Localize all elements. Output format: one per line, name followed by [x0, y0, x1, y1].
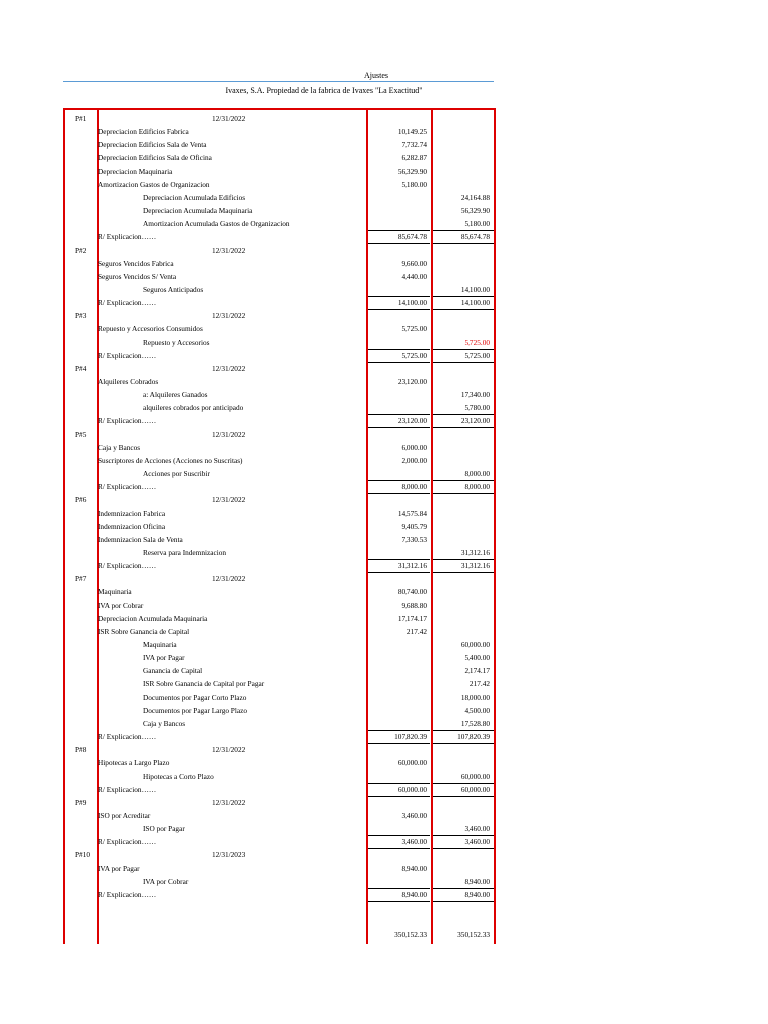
table-row	[63, 336, 494, 349]
total-credit-rule	[433, 230, 494, 244]
total-credit: 8,940.00	[464, 889, 490, 899]
total-debit-rule	[368, 480, 430, 494]
entry-number: P#10	[75, 850, 91, 860]
account-name: Caja y Bancos	[143, 718, 186, 728]
account-name: Depreciacion Maquinaria	[98, 166, 173, 176]
account-name: Acciones por Suscribir	[143, 469, 210, 479]
total-debit: 60,000.00	[397, 784, 427, 794]
explanation-row	[63, 559, 494, 572]
total-credit-rule	[433, 730, 494, 744]
table-row	[63, 270, 494, 283]
entry-date: 12/31/2022	[212, 495, 246, 505]
account-name: Documentos por Pagar Largo Plazo	[143, 705, 248, 715]
explanation-text: R/ Explicacion……	[98, 350, 157, 360]
total-debit: 14,100.00	[397, 298, 427, 308]
grand-total-credit: 350,152.33	[457, 930, 490, 939]
entry-date: 12/31/2022	[212, 363, 246, 373]
credit-amount: 24,164.88	[460, 192, 490, 202]
account-name: Ganancia de Capital	[143, 666, 203, 676]
total-credit-rule	[433, 783, 494, 797]
explanation-text: R/ Explicacion……	[98, 482, 157, 492]
total-debit-rule	[368, 414, 430, 428]
total-debit: 5,725.00	[401, 350, 427, 360]
account-name: Amortizacion Gastos de Organizacion	[98, 179, 210, 189]
table-row	[63, 691, 494, 704]
explanation-row	[63, 783, 494, 796]
explanation-row	[63, 888, 494, 901]
table-row	[63, 125, 494, 138]
debit-amount: 6,282.87	[401, 153, 427, 163]
entry-header-row	[63, 743, 494, 756]
table-row	[63, 151, 494, 164]
table-row	[63, 862, 494, 875]
credit-amount: 18,000.00	[460, 692, 490, 702]
account-name: Reserva para Indemnizacion	[143, 547, 227, 557]
explanation-text: R/ Explicacion……	[98, 416, 157, 426]
total-credit: 85,674.78	[460, 232, 490, 242]
account-name: ISR Sobre Ganancia de Capital por Pagar	[143, 679, 265, 689]
total-credit: 60,000.00	[460, 784, 490, 794]
account-name: Hipotecas a Largo Plazo	[98, 758, 170, 768]
table-row	[63, 138, 494, 151]
entry-number: P#1	[75, 114, 87, 123]
account-name: Depreciacion Acumulada Maquinaria	[143, 206, 253, 216]
total-debit-rule	[368, 783, 430, 797]
debit-amount: 23,120.00	[397, 377, 427, 386]
total-credit-rule	[433, 349, 494, 363]
explanation-text: R/ Explicacion……	[98, 837, 157, 847]
table-row	[63, 809, 494, 822]
entry-header-row	[63, 848, 494, 861]
account-name: Depreciacion Edificios Sala de Oficina	[98, 153, 212, 163]
table-row	[63, 401, 494, 414]
table-row	[63, 191, 494, 204]
total-debit: 107,820.39	[394, 732, 427, 742]
table-row	[63, 507, 494, 520]
total-debit: 8,000.00	[401, 482, 427, 492]
credit-amount: 31,312.16	[460, 547, 490, 557]
credit-amount: 17,340.00	[460, 390, 490, 400]
account-name: Caja y Bancos	[98, 442, 141, 452]
explanation-text: R/ Explicacion……	[98, 784, 157, 794]
table-row	[63, 875, 494, 888]
credit-amount: 17,528.80	[460, 718, 490, 728]
debit-amount: 7,732.74	[401, 140, 427, 150]
total-debit-rule	[368, 230, 430, 244]
account-name: Hipotecas a Corto Plazo	[143, 771, 214, 781]
table-row	[63, 467, 494, 480]
account-name: Seguros Vencidos S/ Venta	[98, 271, 177, 281]
account-name: Indemnizacion Oficina	[98, 521, 166, 531]
entry-number: P#9	[75, 797, 87, 807]
account-name: Depreciacion Acumulada Edificios	[143, 192, 246, 202]
account-name: Depreciacion Edificios Sala de Venta	[98, 140, 207, 150]
total-credit-rule	[433, 835, 494, 849]
account-name: Documentos por Pagar Corto Plazo	[143, 692, 247, 702]
entry-header-row	[63, 428, 494, 441]
entry-header-row	[63, 244, 494, 257]
account-name: Maquinaria	[98, 587, 132, 597]
debit-amount: 2,000.00	[401, 455, 427, 465]
table-row	[63, 612, 494, 625]
account-name: IVA por Pagar	[143, 653, 185, 663]
entry-date: 12/31/2022	[212, 114, 246, 123]
debit-amount: 10,149.25	[397, 127, 427, 137]
account-name: IVA por Cobrar	[98, 600, 144, 610]
table-row	[63, 533, 494, 546]
total-credit-rule	[433, 414, 494, 428]
explanation-row	[63, 414, 494, 427]
table-row	[63, 322, 494, 335]
entry-number: P#8	[75, 745, 87, 755]
entry-number: P#5	[75, 429, 87, 439]
explanation-text: R/ Explicacion……	[98, 232, 157, 242]
table-row	[63, 257, 494, 270]
total-credit: 14,100.00	[460, 298, 490, 308]
explanation-text: R/ Explicacion……	[98, 561, 157, 571]
total-debit-rule	[368, 888, 430, 902]
entry-date: 12/31/2022	[212, 245, 246, 255]
table-row	[63, 204, 494, 217]
explanation-row	[63, 730, 494, 743]
entry-header-row	[63, 796, 494, 809]
debit-amount: 17,174.17	[397, 613, 427, 623]
table-row	[63, 704, 494, 717]
entry-number: P#6	[75, 495, 87, 505]
debit-amount: 7,330.53	[401, 534, 427, 544]
account-name: Seguros Anticipados	[143, 284, 204, 294]
entry-number: P#4	[75, 363, 87, 373]
debit-amount: 9,405.79	[401, 521, 427, 531]
debit-amount: 14,575.84	[397, 508, 427, 518]
table-row	[63, 677, 494, 690]
credit-amount: 8,000.00	[464, 469, 490, 479]
total-credit-rule	[433, 559, 494, 573]
debit-amount: 8,940.00	[401, 863, 427, 873]
grand-total-debit: 350,152.33	[394, 930, 427, 939]
account-name: IVA por Cobrar	[143, 876, 189, 886]
credit-amount: 56,329.90	[460, 206, 490, 216]
total-debit: 23,120.00	[397, 416, 427, 426]
total-debit-rule	[368, 296, 430, 310]
table-row	[63, 822, 494, 835]
debit-amount: 9,688.80	[401, 600, 427, 610]
entry-date: 12/31/2022	[212, 797, 246, 807]
table-row	[63, 388, 494, 401]
table-row	[63, 664, 494, 677]
explanation-text: R/ Explicacion……	[98, 889, 157, 899]
table-row	[63, 717, 494, 730]
credit-amount: 60,000.00	[460, 640, 490, 649]
total-debit-rule	[368, 730, 430, 744]
account-name: Amortizacion Acumulada Gastos de Organizacion	[143, 219, 290, 229]
table-row	[63, 454, 494, 467]
debit-amount: 5,725.00	[401, 324, 427, 334]
credit-amount: 2,174.17	[464, 666, 490, 676]
account-name: Alquileres Cobrados	[98, 377, 159, 386]
credit-amount: 5,725.00	[464, 337, 490, 347]
total-credit: 8,000.00	[464, 482, 490, 492]
credit-amount: 14,100.00	[460, 284, 490, 294]
explanation-text: R/ Explicacion……	[98, 732, 157, 742]
account-name: Maquinaria	[143, 640, 177, 649]
total-credit: 23,120.00	[460, 416, 490, 426]
account-name: alquileres cobrados por anticipado	[143, 403, 244, 413]
account-name: ISO por Acreditar	[98, 810, 151, 820]
page-title: Ajustes	[364, 71, 388, 80]
debit-amount: 9,660.00	[401, 258, 427, 268]
explanation-row	[63, 480, 494, 493]
debit-amount: 5,180.00	[401, 179, 427, 189]
entry-header-row	[63, 362, 494, 375]
table-row	[63, 585, 494, 598]
debit-amount: 80,740.00	[397, 587, 427, 597]
entry-number: P#3	[75, 311, 87, 321]
table-row	[63, 770, 494, 783]
debit-amount: 217.42	[406, 626, 427, 636]
account-name: Indemnizacion Sala de Venta	[98, 534, 183, 544]
total-credit: 31,312.16	[460, 561, 490, 571]
credit-amount: 5,780.00	[464, 403, 490, 413]
total-debit: 8,940.00	[401, 889, 427, 899]
table-row	[63, 651, 494, 664]
total-credit-rule	[433, 888, 494, 902]
total-debit-rule	[368, 559, 430, 573]
credit-amount: 5,400.00	[464, 653, 490, 663]
credit-amount: 8,940.00	[464, 876, 490, 886]
entry-date: 12/31/2022	[212, 745, 246, 755]
table-row	[63, 520, 494, 533]
account-name: ISR Sobre Ganancia de Capital	[98, 626, 190, 636]
explanation-row	[63, 296, 494, 309]
debit-amount: 4,440.00	[401, 271, 427, 281]
page-subtitle: Ivaxes, S.A. Propiedad de la fabrica de Ivaxes "La Exactitud"	[225, 86, 423, 95]
table-row	[63, 178, 494, 191]
entry-header-row	[63, 112, 494, 125]
debit-amount: 60,000.00	[397, 758, 427, 768]
credit-amount: 217.42	[469, 679, 490, 689]
entry-date: 12/31/2022	[212, 311, 246, 321]
total-credit-rule	[433, 296, 494, 310]
total-debit-rule	[368, 349, 430, 363]
debit-amount: 3,460.00	[401, 810, 427, 820]
credit-amount: 4,500.00	[464, 705, 490, 715]
account-name: Indemnizacion Fabrica	[98, 508, 166, 518]
account-name: ISO por Pagar	[143, 824, 185, 834]
account-name: Repuesto y Accesorios Consumidos	[98, 324, 203, 334]
credit-amount: 3,460.00	[464, 824, 490, 834]
account-name: Seguros Vencidos Fabrica	[98, 258, 174, 268]
table-row	[63, 375, 494, 388]
entry-header-row	[63, 493, 494, 506]
account-name: Depreciacion Acumulada Maquinaria	[98, 613, 208, 623]
total-debit: 31,312.16	[397, 561, 427, 571]
explanation-row	[63, 835, 494, 848]
total-credit-rule	[433, 480, 494, 494]
table-row	[63, 165, 494, 178]
table-row	[63, 638, 494, 651]
entry-header-row	[63, 572, 494, 585]
table-row	[63, 441, 494, 454]
total-debit-rule	[368, 835, 430, 849]
total-debit: 3,460.00	[401, 837, 427, 847]
account-name: Depreciacion Edificios Fabrica	[98, 127, 189, 137]
explanation-row	[63, 230, 494, 243]
entry-number: P#2	[75, 245, 87, 255]
total-credit: 5,725.00	[464, 350, 490, 360]
table-row	[63, 283, 494, 296]
table-row	[63, 599, 494, 612]
total-credit: 107,820.39	[457, 732, 490, 742]
credit-amount: 60,000.00	[460, 771, 490, 781]
table-row	[63, 756, 494, 769]
total-credit: 3,460.00	[464, 837, 490, 847]
grand-total-row	[63, 928, 494, 941]
explanation-row	[63, 349, 494, 362]
account-name: Suscriptores de Acciones (Acciones no Suscritas)	[98, 455, 243, 465]
debit-amount: 6,000.00	[401, 442, 427, 452]
table-row	[63, 546, 494, 559]
entry-date: 12/31/2023	[212, 850, 246, 860]
account-name: a: Alquileres Ganados	[143, 390, 208, 400]
debit-amount: 56,329.90	[397, 166, 427, 176]
table-row	[63, 217, 494, 230]
entry-date: 12/31/2022	[212, 574, 246, 584]
entry-header-row	[63, 309, 494, 322]
account-name: IVA por Pagar	[98, 863, 140, 873]
total-debit: 85,674.78	[397, 232, 427, 242]
entry-number: P#7	[75, 574, 87, 584]
explanation-text: R/ Explicacion……	[98, 298, 157, 308]
table-row	[63, 625, 494, 638]
credit-amount: 5,180.00	[464, 219, 490, 229]
entry-date: 12/31/2022	[212, 429, 246, 439]
account-name: Repuesto y Accesorios	[143, 337, 210, 347]
